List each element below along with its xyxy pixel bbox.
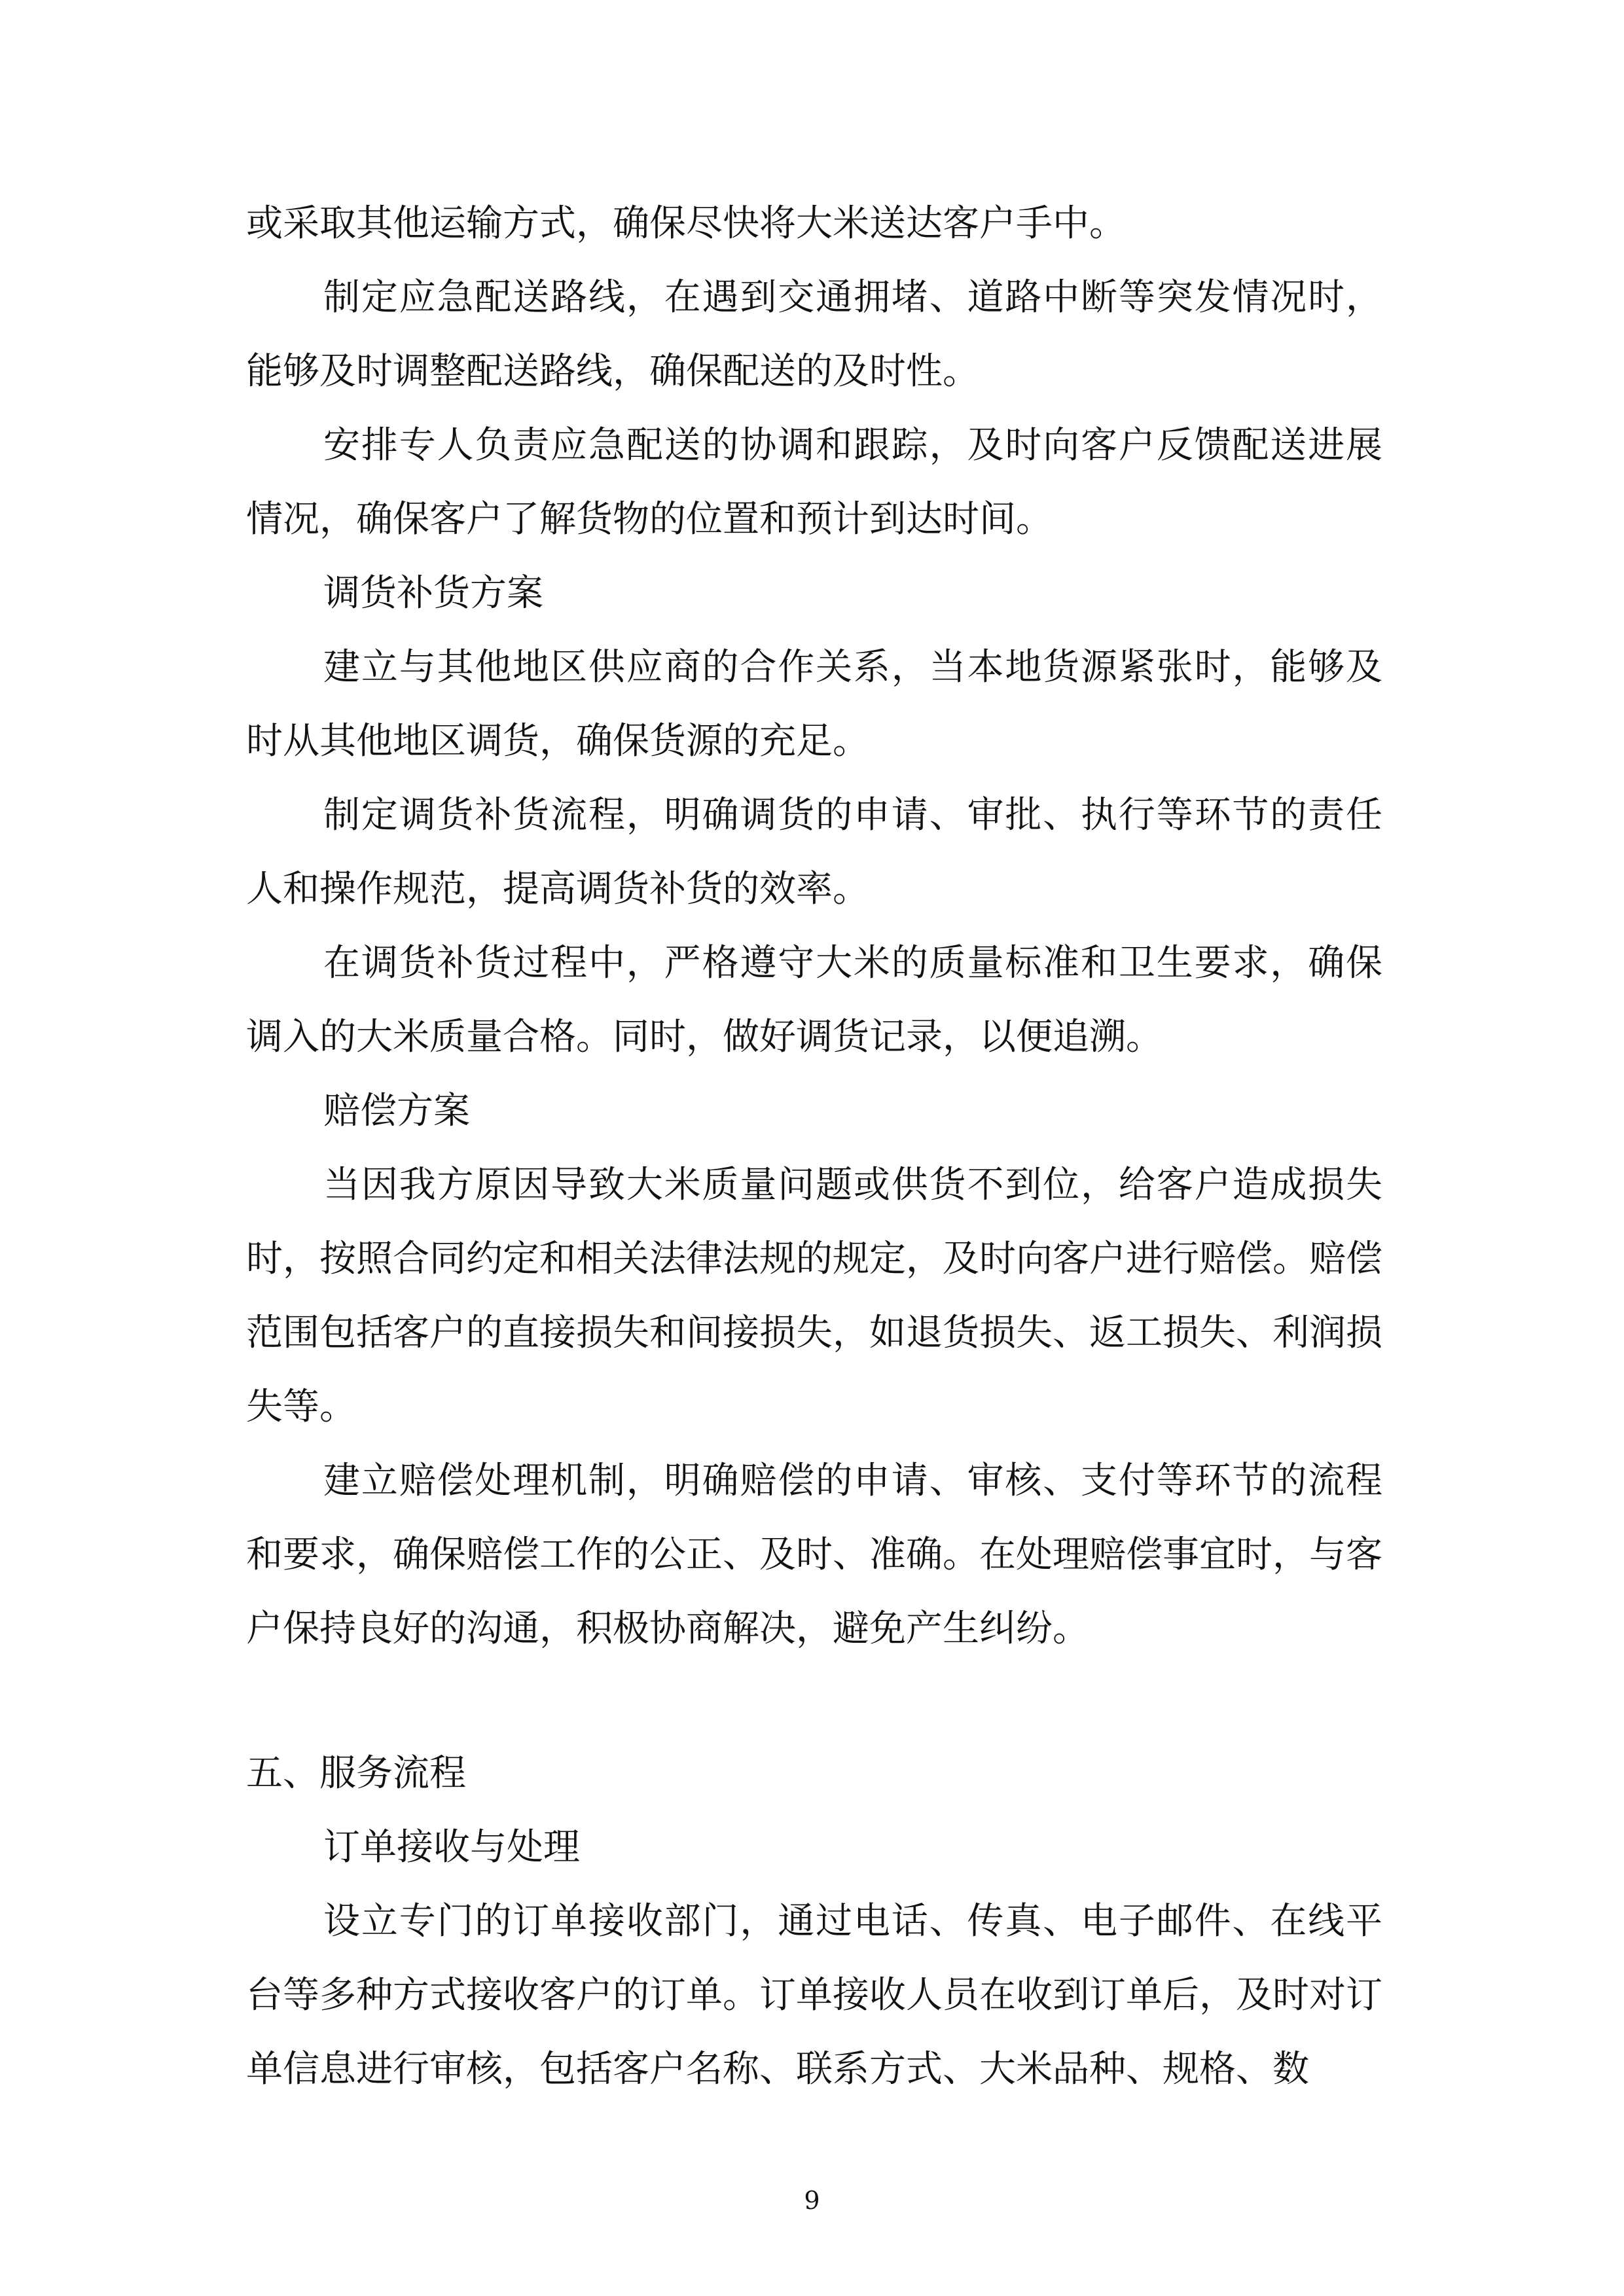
subheading-compensation-plan: 赔偿方案 (323, 1090, 470, 1132)
paragraph-restock-process: 制定调货补货流程，明确调货的申请、审批、执行等环节的责任人和操作规范，提高调货补货的效率。 (246, 794, 1382, 910)
paragraph-compensation-mechanism: 建立赔偿处理机制，明确赔偿的申请、审核、支付等环节的流程和要求，确保赔偿工作的公正、及时、准确。在处理赔偿事宜时，与客户保持良好的沟通，积极协商解决，避免产生纠纷。 (246, 1460, 1382, 1650)
paragraph-supplier-cooperation: 建立与其他地区供应商的合作关系，当本地货源紧张时，能够及时从其他地区调货，确保货源的充足。 (246, 646, 1382, 762)
subheading-order-processing: 订单接收与处理 (323, 1826, 580, 1869)
paragraph-compensation-scope: 当因我方原因导致大米质量问题或供货不到位，给客户造成损失时，按照合同约定和相关法律法规的规定，及时向客户进行赔偿。赔偿范围包括客户的直接损失和间接损失，如退货损失、返工损失、利润损失等。 (246, 1164, 1382, 1428)
paragraph-emergency-tracking: 安排专人负责应急配送的协调和跟踪，及时向客户反馈配送进展情况，确保客户了解货物的位置和预计到达时间。 (246, 424, 1382, 541)
paragraph-order-receiving: 设立专门的订单接收部门，通过电话、传真、电子邮件、在线平台等多种方式接收客户的订单。订单接收人员在收到订单后，及时对订单信息进行审核，包括客户名称、联系方式、大米品种、规格、数 (246, 1900, 1382, 2090)
section-title: 五、服务流程 (246, 1752, 466, 1795)
subheading-restock-plan: 调货补货方案 (323, 572, 543, 615)
paragraph-emergency-route: 制定应急配送路线，在遇到交通拥堵、道路中断等突发情况时，能够及时调整配送路线，确保配送的及时性。 (246, 276, 1382, 393)
page-number: 9 (804, 2186, 820, 2215)
paragraph-restock-quality: 在调货补货过程中，严格遵守大米的质量标准和卫生要求，确保调入的大米质量合格。同时，做好调货记录，以便追溯。 (246, 942, 1382, 1058)
paragraph-continuation: 或采取其他运输方式，确保尽快将大米送达客户手中。 (246, 202, 1126, 245)
page-body (246, 187, 1382, 2106)
